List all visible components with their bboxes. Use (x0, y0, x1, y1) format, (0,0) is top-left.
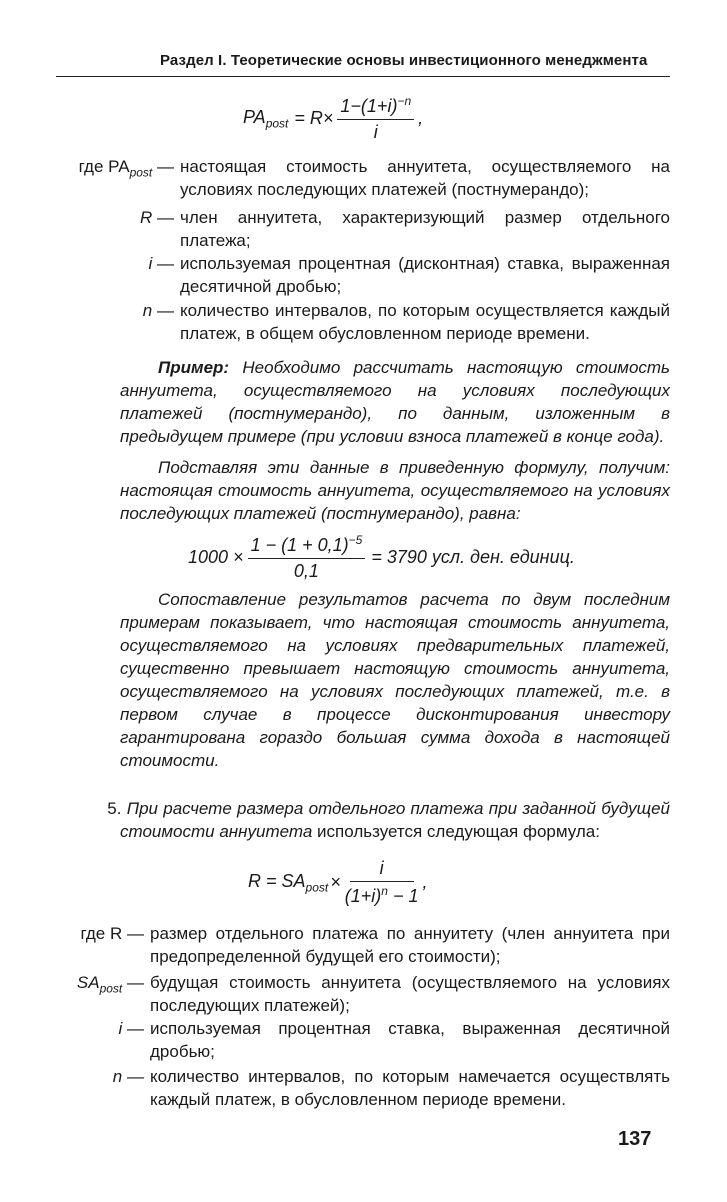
def-text: количество интервалов, по которым осуществляется каждый платеж, в общем обусловленном периоде времени. (180, 301, 670, 343)
formula-present-value: $PA_{post}$ = R× $\frac{1-(1+i)^{-n}}{i}$ , (243, 94, 424, 142)
formula-eq: = R× (294, 108, 334, 128)
page-number: 137 (618, 1128, 652, 1150)
example-paragraph-2: Подставляя эти данные в приведенную формулу, получим: настоящая стоимость аннуитета, осуществляемого на условиях последующих платежей (постнумерандо), равна: (120, 458, 670, 523)
def-term: где $PA_{post}$ — (78, 157, 174, 180)
def-term: n — (112, 1067, 144, 1086)
def-text: размер отдельного платежа по аннуитету (член аннуитета при предопределенной будущей его стоимости); (150, 924, 670, 966)
def-text: будущая стоимость аннуитета (осуществляемого на условиях последующих платежей); (150, 973, 670, 1015)
formula-fraction: $\frac{i}{(1+i)^n - 1}$ (344, 858, 419, 906)
def-text: член аннуитета, характеризующий размер отдельного платежа; (180, 208, 670, 250)
formula-fraction: $\frac{1 - (1 + 0,1)^{-5}}{0,1}$ (248, 533, 366, 582)
formula-payment-size: $R = SA_{post}$ × $\frac{i}{(1+i)^n - 1}$ , (248, 858, 428, 906)
header-rule (56, 76, 670, 77)
def-term: $SA_{post}$ — (76, 973, 144, 996)
example-paragraph: Пример: Необходимо рассчитать настоящую стоимость аннуитета, осуществляемого на условиях последующих платежей (постнумерандо), по данным, изложенным в предыдущем примере (при условии взноса платежей в конце года). (120, 358, 670, 446)
def-text: используемая процентная (дисконтная) ставка, выраженная десятичной дробью; (180, 254, 670, 296)
formula-example-calc: 1000 × $\frac{1 - (1 + 0,1)^{-5}}{0,1}$ = 3790 усл. ден. единиц. (188, 533, 575, 581)
def-term: i — (118, 1019, 144, 1038)
def-term: где R — (80, 924, 144, 943)
formula-lhs: $PA_{post}$ (243, 106, 289, 131)
def-text: настоящая стоимость аннуитета, осуществляемого на условиях последующих платежей (постнумерандо); (180, 157, 670, 199)
def-term: R — (139, 208, 174, 227)
def-term: i — (148, 254, 174, 273)
def-text: используемая процентная ставка, выраженная десятичной дробью; (150, 1019, 670, 1061)
def-text: количество интервалов, по которым намечается осуществлять каждый платеж, в обусловленном периоде времени. (150, 1067, 670, 1109)
running-header: Раздел I. Теоретические основы инвестиционного менеджмента (160, 52, 648, 69)
formula-fraction: $\frac{1-(1+i)^{-n}}{i}$ (337, 94, 414, 143)
def-term: n — (142, 301, 174, 320)
comparison-paragraph: Сопоставление результатов расчета по двум последним примерам показывает, что настоящая стоимость аннуитета, осуществляемого на условиях предварительных платежей, существенно превышает настоящую стоимость аннуитета, осуществляемого на условиях последующих платежей, т.е. в первом случае в процессе дисконтирования инвестору гарантирована гораздо большая сумма дохода в настоящей стоимости. (120, 590, 670, 770)
point-5-paragraph: 5. При расчете размера отдельного платежа при заданной будущей стоимости аннуитета используется следующая формула: (107, 799, 670, 841)
